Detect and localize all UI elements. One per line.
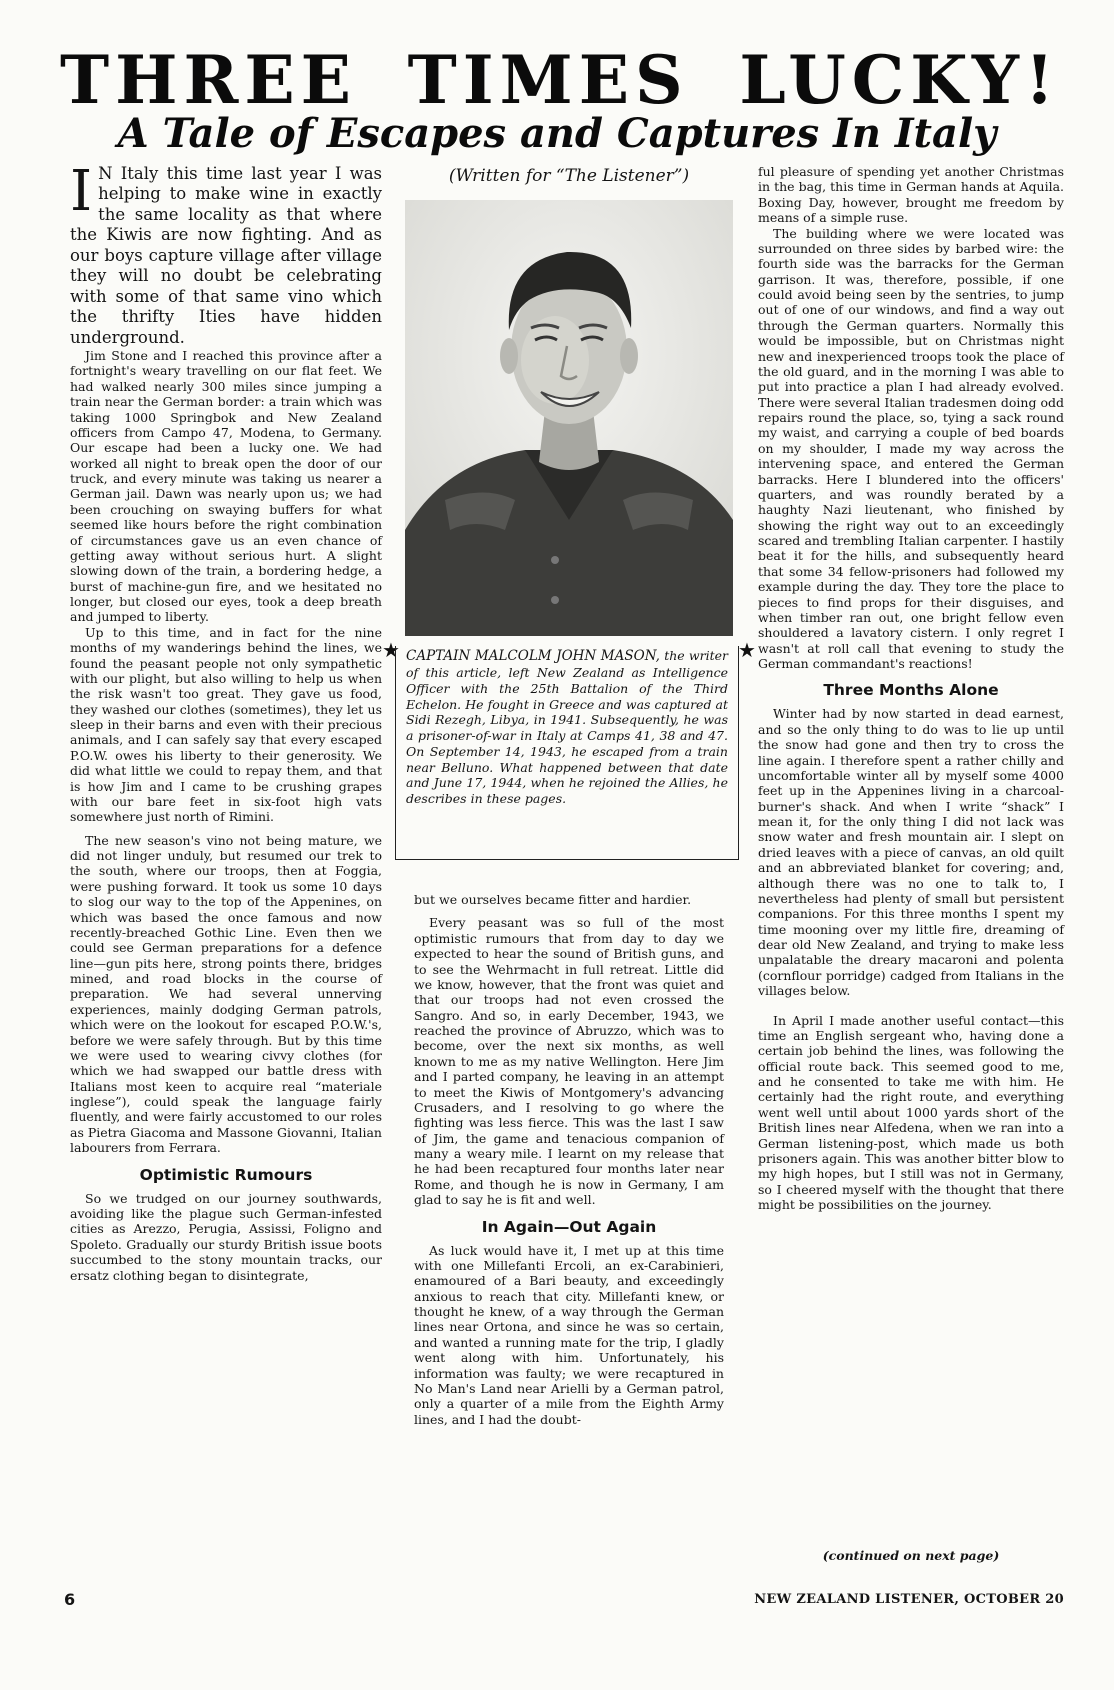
article-column-1 xyxy=(70,159,382,1283)
paragraph: Up to this time, and in fact for the nine months of my wanderings behind the lines, we found the peasant people not only sympathetic with our plight, but also willing to help us when the risk wasn't too great. They gave us food, they washed our clothes (sometimes), they let us sleep in their barns and even with their precious animals, and I can safely say that every escaped P.O.W. owes his liberty to their generosity. We did what little we could to repay them, and that is how Jim and I came to be crushing grapes with our bare feet in six-foot high vats somewhere just north of Rimini. xyxy=(70,624,382,825)
paragraph: Jim Stone and I reached this province after a fortnight's weary travelling on our flat feet. We had walked nearly 300 miles since jumping a train near the German border: a train which was taking 1000 Springbok and New Zealand officers from Campo 47, Modena, to Germany. Our escape had been a lucky one. We had worked all night to break open the door of our truck, and every minute was taking us nearer a German jail. Dawn was nearly upon us; we had been crouching on swaying buffers for what seemed like hours before the right combination of circumstances gave us an even chance of getting away without serious hurt. A slight slowing down of the train, a bordering hedge, a burst of machine-gun fire, and we hesitated no longer, but closed our eyes, took a deep breath and jumped to liberty. xyxy=(70,348,382,625)
headline-word-3: LUCKY! xyxy=(739,41,1060,119)
paragraph: ful pleasure of spending yet another Christmas in the bag, this time in German hands at Aquila. Boxing Day, however, brought me freedom by means of a simple ruse. xyxy=(758,164,1064,226)
page-number: 6 xyxy=(64,1590,76,1609)
paragraph: The building where we were located was surrounded on three sides by barbed wire: the fourth side was the barracks for the German garrison. It was, therefore, possible, if one could avoid being seen by the sentries, to jump out of one of our windows, and find a way out through the German quarters. Normally this would be impossible, but on Christmas night new and inexperienced troops took the place of the old guard, and in the morning I was able to put into practice a plan I had already evolved. There were several Italian tradesmen doing odd repairs round the place, so, tying a sack round my waist, and carrying a couple of bed boards on my shoulder, I made my way across the intervening space, and entered the German barracks. Here I blundered into the officers' quarters, and was roundly berated by a haughty Nazi lieutenant, who finished by showing the right way out to an exceedingly scared and trembling Italian carpenter. I hastily beat it for the hills, and subsequently heard that some 34 fellow-prisoners had followed my example during the day. They tore the place to pieces to find props for their disguises, and when timber ran out, one bright fellow even shouldered a lavatory cistern. I only regret I wasn't at roll call that evening to study the German commandant's reactions! xyxy=(758,225,1064,671)
paragraph: As luck would have it, I met up at this time with one Millefanti Ercoli, an ex-Carabinieri, enamoured of a Bari beauty, and exceedingly anxious to reach that city. Millefanti knew, or thought he knew, of a way through the German lines near Ortona, and since he was so certain, and wanted a running mate for the trip, I gladly went along with him. Unfortunately, his information was faulty; we were recaptured in No Man's Land near Arielli by a German patrol, only a quarter of a mile from the Eighth Army lines, and I had the doubt- xyxy=(414,1242,724,1427)
section-heading: Optimistic Rumours xyxy=(139,1165,313,1184)
article-column-3 xyxy=(758,164,1064,1212)
headline xyxy=(60,41,1060,119)
paragraph: So we trudged on our journey southwards, avoiding like the plague such German-infested cities as Arezzo, Perugia, Assissi, Foligno and Spoleto. Gradually our sturdy British issue boots succumbed to the stony mountain tracks, our ersatz clothing began to disintegrate, xyxy=(70,1190,382,1283)
paragraph: but we ourselves became fitter and hardier. xyxy=(414,892,692,907)
paragraph: Every peasant was so full of the most optimistic rumours that from day to day we expected to hear the sound of British guns, and to see the Wehrmacht in full retreat. Little did we know, however, that the front was quiet and that our troops had not even crossed the Sangro. And so, in early December, 1943, we reached the province of Abruzzo, which was to become, over the next six months, as well known to me as my native Wellington. Here Jim and I parted company, he leaving in an attempt to meet the Kiwis of Montgomery's advancing Crusaders, and I resolving to go where the fighting was less fierce. This was the last I saw of Jim, the game and tenacious companion of many a weary mile. I learnt on my release that he had been recaptured four months later near Rome, and though he is now in Germany, I am glad to say he is fit and well. xyxy=(414,915,724,1208)
written-for-note: (Written for “The Listener”) xyxy=(448,166,690,186)
portrait-photo xyxy=(405,200,733,636)
paragraph: Winter had by now started in dead earnest, and so the only thing to do was to lie up until the snow had gone and then try to cross the line again. I therefore spent a rather chilly and uncomfortable winter all by myself some 4000 feet up in the Appenines living in a charcoal-burner's shack. And when I write “shack” I mean it, for the only thing I did not lack was snow water and fresh mountain air. I slept on dried leaves with a piece of canvas, an old quilt and an abbreviated blanket for covering; and, although there was no one to talk to, I nevertheless had plenty of small but persistent companions. For this three months I spent my time mooning over my little fire, dreaming of dear old New Zealand, and trying to make less unpalatable the dreary macaroni and polenta (cornflour porridge) cadged from Italians in the villages below. xyxy=(758,706,1064,999)
headline-word-2: TIMES xyxy=(407,41,689,119)
continued-note: (continued on next page) xyxy=(822,1548,1000,1563)
portrait-photo-image xyxy=(405,200,733,636)
headline-word-1: THREE xyxy=(60,41,357,119)
paragraph: The new season's vino not being mature, we did not linger unduly, but resumed our trek to the south, where our troops, then at Foggia, were pushing forward. It took us some 10 days to slog our way to the top of the Appenines, on which was based the once famous and now recently-breached Gothic Line. Even then we could see German preparations for a defence line—gun pits here, strong points there, bridges mined, and road blocks in the course of preparation. We had several unnerving experiences, mainly dodging German patrols, which were on the lookout for escaped P.O.W.'s, before we were safely through. But by this time we were used to wearing civvy clothes (for which we had swapped our battle dress with Italians most keen to acquire real “materiale inglese”), could speak the language fairly fluently, and were fairly accustomed to our roles as Pietra Giacoma and Massone Giovanni, Italian labourers from Ferrara. xyxy=(70,832,382,1156)
section-heading: Three Months Alone xyxy=(823,681,999,700)
lead-paragraph: I N Italy this time last year I was helping to make wine in exactly the same locality as that where the Kiwis are now fighting. And as our boys capture village after village they will no doubt be celebrating with some of that same vino which the thrifty Ities have hidden underground. xyxy=(70,159,382,347)
star-icon: ★ xyxy=(738,638,756,662)
drop-cap: I xyxy=(70,159,93,224)
star-icon: ★ xyxy=(382,638,400,662)
section-heading: In Again—Out Again xyxy=(481,1217,657,1236)
subheadline: A Tale of Escapes and Captures In Italy xyxy=(117,110,997,157)
article-column-2 xyxy=(414,892,724,1427)
publication-line: NEW ZEALAND LISTENER, OCTOBER 20 xyxy=(754,1592,1064,1607)
paragraph: In April I made another useful contact—this time an English sergeant who, having done a certain job behind the lines, was following the official route back. This seemed good to me, and he consented to take me with him. He certainly had the right route, and everything went well until about 1000 yards short of the British lines near Alfedena, when we ran into a German listening-post, which made us both prisoners again. This was another bitter blow to my high hopes, but I still was not in Germany, so I cheered myself with the thought that there might be possibilities on the journey. xyxy=(758,1012,1064,1213)
photo-caption xyxy=(395,646,739,860)
caption-body: the writer of this article, left New Zealand as Intelligence Officer with the 25th Battalion of the Third Echelon. He fought in Greece and was captured at Sidi Rezegh, Libya, in 1941. Subsequently, he was a prisoner-of-war in Italy at Camps 41, 38 and 47. On September 14, 1943, he escaped from a train near Belluno. What happened between that date and June 17, 1944, when he rejoined the Allies, he describes in these pages. xyxy=(406,648,728,806)
caption-name: CAPTAIN MALCOLM JOHN MASON, xyxy=(406,648,660,664)
